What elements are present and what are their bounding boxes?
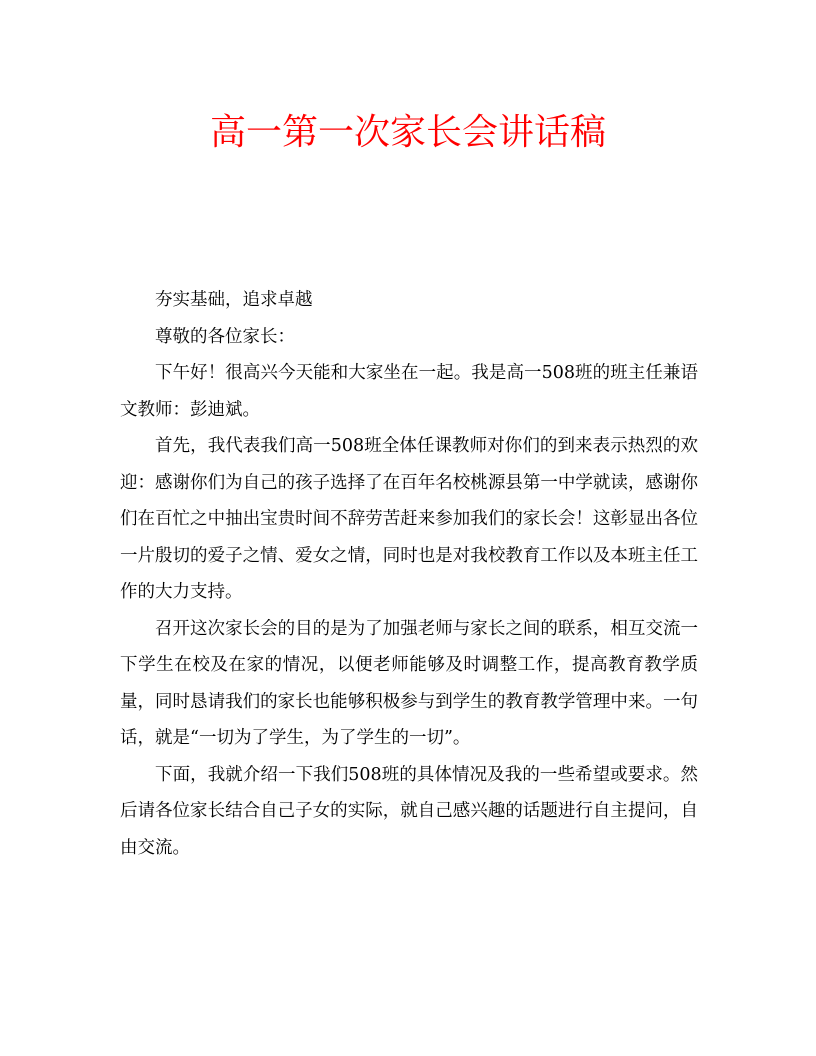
document-body bbox=[120, 282, 698, 866]
paragraph-welcome: 首先，我代表我们高一508班全体任课教师对你们的到来表示热烈的欢迎：感谢你们为自己的孩子选择了在百年名校桃源县第一中学就读，感谢你们在百忙之中抽出宝贵时间不辞劳苦赶来参加我们的家长会！这彰显出各位一片殷切的爱子之情、爱女之情，同时也是对我校教育工作以及本班主任工作的大力支持。 bbox=[120, 436, 698, 602]
document-title: 高一第一次家长会讲话稿 bbox=[209, 112, 606, 153]
paragraph-greeting: 下午好！很高兴今天能和大家坐在一起。我是高一508班的班主任兼语文教师：彭迪斌。 bbox=[120, 363, 698, 420]
paragraph-motto: 夯实基础，追求卓越 bbox=[155, 290, 313, 310]
paragraph-purpose: 召开这次家长会的目的是为了加强老师与家长之间的联系，相互交流一下学生在校及在家的情况，以便老师能够及时调整工作，提高教育教学质量，同时恳请我们的家长也能够积极参与到学生的教育教学管理中来。一句话，就是“一切为了学生，为了学生的一切”。 bbox=[120, 618, 698, 748]
paragraph-salutation: 尊敬的各位家长： bbox=[155, 326, 295, 347]
paragraph-agenda: 下面，我就介绍一下我们508班的具体情况及我的一些希望或要求。然后请各位家长结合自己子女的实际，就自己感兴趣的话题进行自主提问，自由交流。 bbox=[120, 764, 698, 858]
